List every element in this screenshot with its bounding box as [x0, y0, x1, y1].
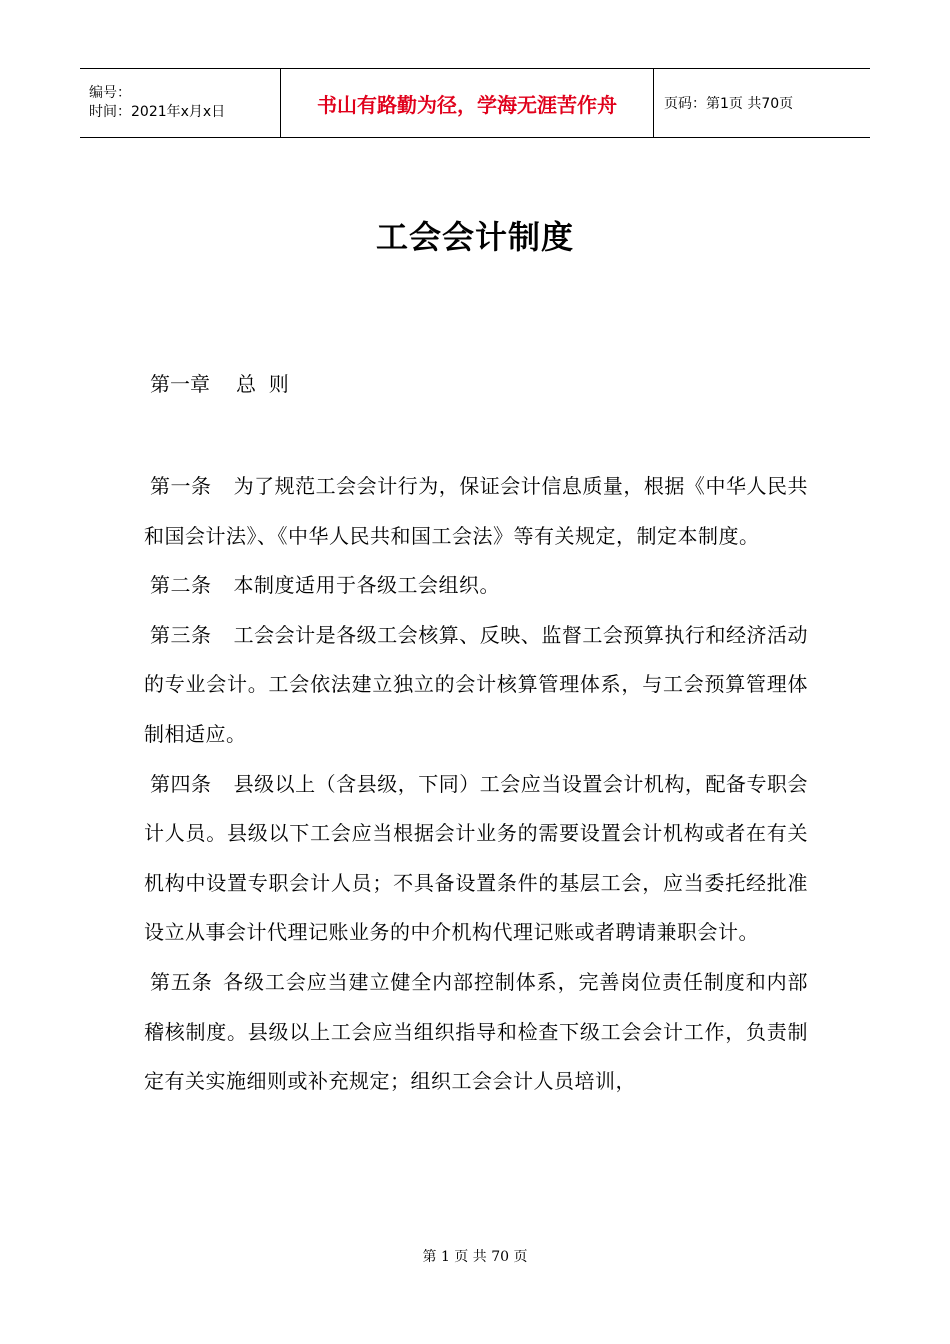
- header-page-info-cell: [654, 69, 870, 137]
- article-label: 第四条: [150, 771, 212, 796]
- article-text: 为了规范工会会计行为，保证会计信息质量，根据《中华人民共和国会计法》、《中华人民共和国工会法》等有关规定，制定本制度。: [144, 474, 809, 548]
- article-4: [144, 760, 808, 958]
- article-label: 第五条: [150, 969, 213, 994]
- article-text: 县级以上（含县级，下同）工会应当设置会计机构，配备专职会计人员。县级以下工会应当根据会计业务的需要设置会计机构或者在有关机构中设置专职会计人员；不具备设置条件的基层工会，应当委托经批准设立从事会计代理记账业务的中介机构代理记账或者聘请兼职会计。: [144, 771, 809, 945]
- document-number-label: 编号：: [89, 85, 131, 101]
- article-text: 各级工会应当建立健全内部控制体系，完善岗位责任制度和内部稽核制度。县级以上工会应当组织指导和检查下级工会会计工作，负责制定有关实施细则或补充规定；组织工会会计人员培训，: [144, 969, 809, 1094]
- page-footer: 第 1 页 共 70 页: [422, 1249, 528, 1265]
- article-1: [144, 462, 808, 561]
- article-label: 第二条: [150, 573, 212, 598]
- chapter-heading: [150, 368, 289, 397]
- header-page-info: 页码：第1页 共70页: [664, 96, 794, 112]
- page-header: [80, 68, 870, 138]
- chapter-name: 总 则: [236, 372, 289, 396]
- chapter-label: 第一章: [150, 372, 210, 396]
- article-label: 第三条: [150, 622, 212, 647]
- article-3: [144, 611, 808, 760]
- header-motto-cell: [281, 69, 654, 137]
- article-5: [144, 958, 808, 1107]
- article-text: 工会会计是各级工会核算、反映、监督工会预算执行和经济活动的专业会计。工会依法建立独立的会计核算管理体系，与工会预算管理体制相适应。: [144, 622, 809, 746]
- article-text: 本制度适用于各级工会组织。: [233, 573, 500, 598]
- article-2: [144, 561, 808, 611]
- article-label: 第一条: [150, 474, 212, 498]
- document-title: 工会会计制度: [375, 218, 574, 256]
- header-meta: [80, 69, 281, 137]
- document-date-label: 时间：2021年x月x日: [89, 104, 226, 120]
- header-motto: 书山有路勤为径，学海无涯苦作舟: [317, 92, 617, 117]
- document-body: [144, 462, 808, 1107]
